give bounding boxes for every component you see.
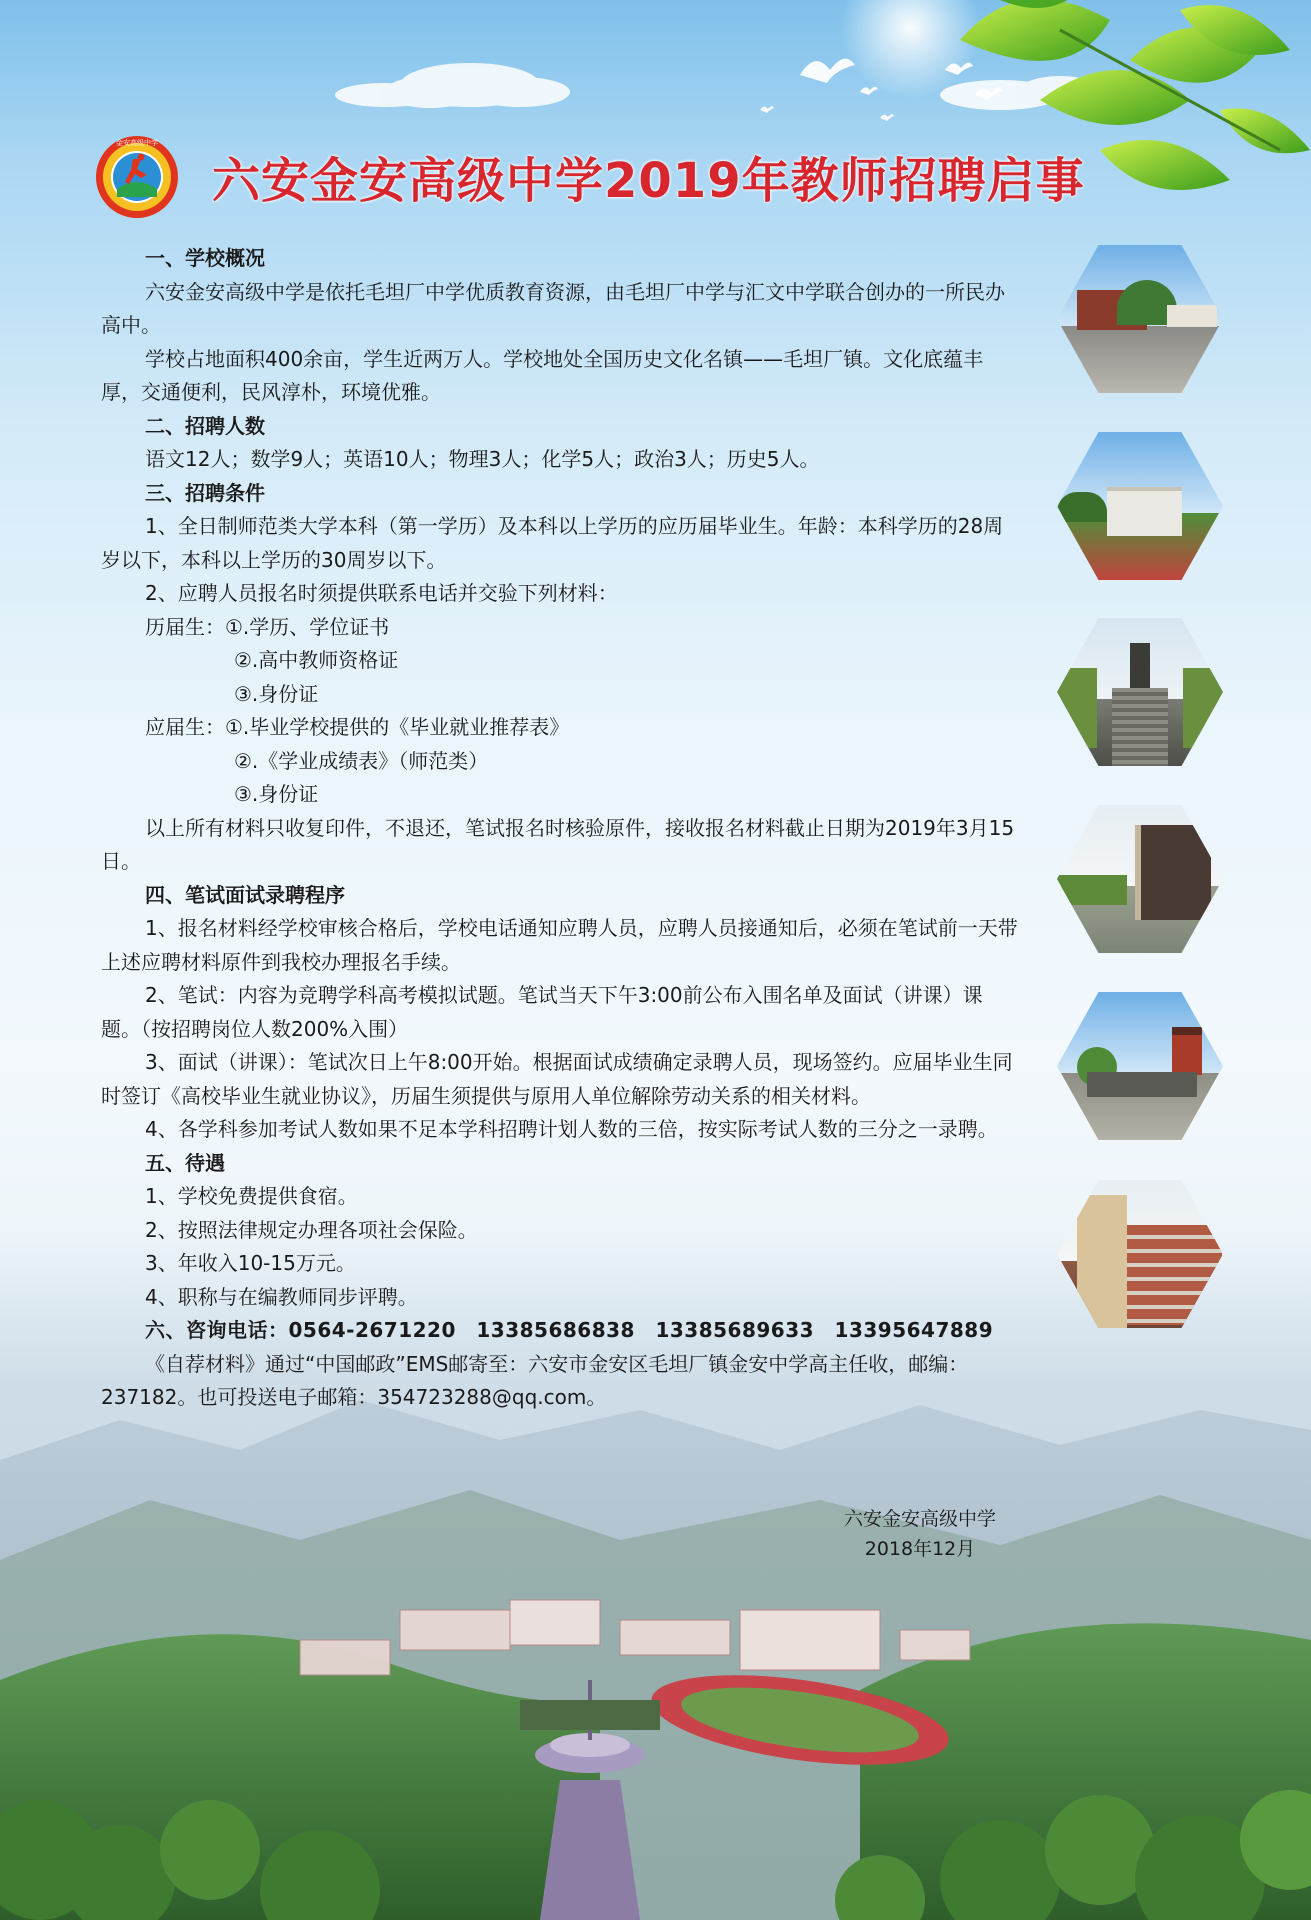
notice-body: [101, 242, 1021, 1415]
procedure-step-1: 1、报名材料经学校审核合格后，学校电话通知应聘人员，应聘人员接通知后，必须在笔试前一天带上述应聘材料原件到我校办理报名手续。: [101, 916, 1018, 974]
condition-1: 1、全日制师范类大学本科（第一学历）及本科以上学历的应历届毕业生。年龄：本科学历的28周岁以下，本科以上学历的30周岁以下。: [101, 514, 1004, 572]
signature-org: 六安金安高级中学: [843, 1508, 996, 1530]
section-heading-conditions: 三、招聘条件: [145, 480, 265, 505]
past-graduate-material-2: ②.高中教师资格证: [234, 648, 399, 672]
page-title: 六安金安高级中学2019年教师招聘启事: [212, 153, 1085, 209]
school-logo: [95, 135, 179, 219]
section-heading-benefits: 五、待遇: [145, 1150, 225, 1175]
materials-note: 以上所有材料只收复印件，不退还，笔试报名时核验原件，接收报名材料截止日期为2019年3月15日。: [101, 815, 1015, 873]
signature-block: [820, 1504, 1020, 1564]
sun-glow: [840, 0, 980, 98]
overview-paragraph-1: 六安金安高级中学是依托毛坦厂中学优质教育资源，由毛坦厂中学与汇文中学联合创办的一所民办高中。: [101, 279, 1005, 337]
procedure-step-2: 2、笔试：内容为竞聘学科高考模拟试题。笔试当天下午3:00前公布入围名单及面试（讲课）课题。（按招聘岗位人数200%入围）: [101, 983, 983, 1041]
signature-date: 2018年12月: [864, 1538, 976, 1560]
overview-paragraph-2: 学校占地面积400余亩，学生近两万人。学校地处全国历史文化名镇——毛坦厂镇。文化底蕴丰厚，交通便利，民风淳朴，环境优雅。: [101, 346, 984, 404]
benefit-3: 3、年收入10-15万元。: [145, 1251, 356, 1275]
section-heading-procedure: 四、笔试面试录聘程序: [145, 882, 345, 907]
section-heading-positions: 二、招聘人数: [145, 413, 265, 438]
new-graduate-material-3: ③.身份证: [234, 782, 319, 806]
logo-ring-text: 金安高级中学: [116, 139, 158, 147]
procedure-step-4: 4、各学科参加考试人数如果不足本学科招聘计划人数的三倍，按实际考试人数的三分之一录聘。: [145, 1117, 998, 1141]
benefit-1: 1、学校免费提供食宿。: [145, 1184, 358, 1208]
condition-2: 2、应聘人员报名时须提供联系电话并交验下列材料：: [145, 581, 618, 605]
section-heading-overview: 一、学校概况: [145, 246, 265, 270]
benefit-2: 2、按照法律规定办理各项社会保险。: [145, 1217, 478, 1242]
mailing-instructions: 《自荐材料》通过“中国邮政”EMS邮寄至：六安市金安区毛坦厂镇金安中学高主任收，邮编：237182。也可投送电子邮箱：354723288@qq.com。: [101, 1351, 969, 1409]
contact-phones: 六、咨询电话：0564-2671220 13385686838 13385689633 13395647889: [145, 1318, 994, 1342]
new-graduate-material-2: ②.《学业成绩表》（师范类）: [234, 748, 489, 773]
new-graduate-material-1: 应届生：①.毕业学校提供的《毕业就业推荐表》: [145, 715, 570, 739]
past-graduate-material-3: ③.身份证: [234, 681, 319, 706]
benefit-4: 4、职称与在编教师同步评聘。: [145, 1284, 418, 1309]
procedure-step-3: 3、面试（讲课）：笔试次日上午8:00开始。根据面试成绩确定录聘人员，现场签约。应届毕业生同时签订《高校毕业生就业协议》，历届生须提供与原用人单位解除劳动关系的相关材料。: [101, 1050, 1013, 1108]
past-graduate-material-1: 历届生：①.学历、学位证书: [145, 614, 390, 639]
cloud-shape: [335, 63, 1100, 110]
positions-text: 语文12人；数学9人；英语10人；物理3人；化学5人；政治3人；历史5人。: [145, 447, 820, 471]
